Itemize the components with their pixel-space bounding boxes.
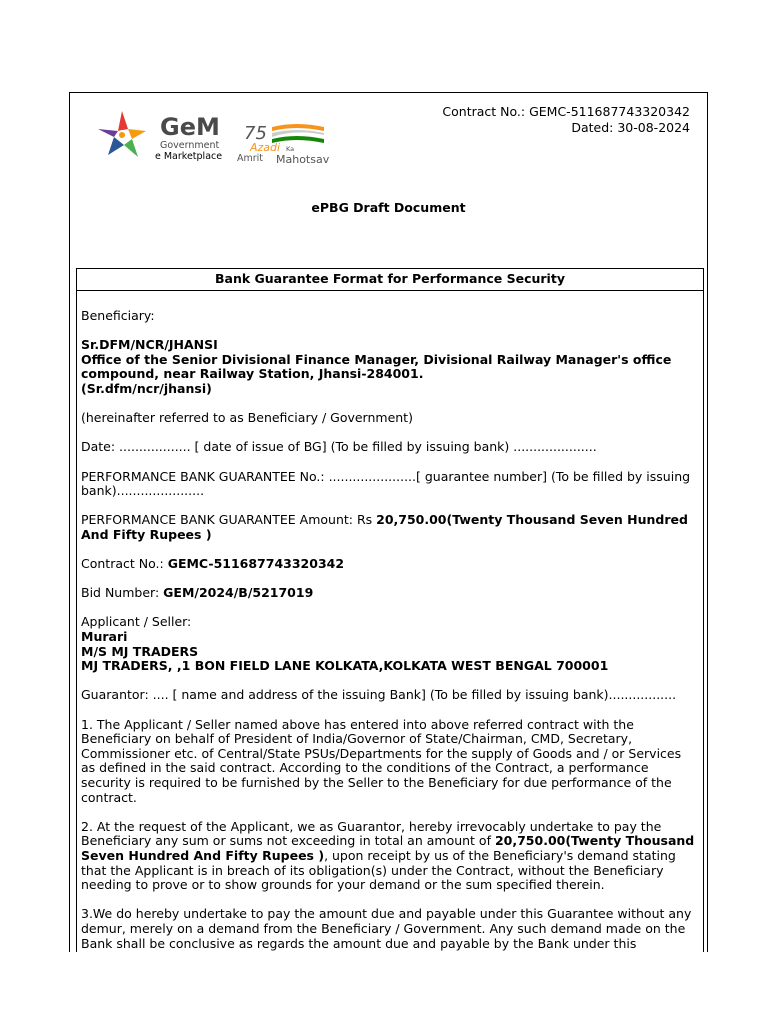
document-title: ePBG Draft Document [311,200,466,215]
azadi-number: 75 [244,123,267,144]
flag-saffron-icon [272,124,324,131]
pbg-amount-value: 20,750.00(Twenty Thousand Seven Hundred And Fifty Rupees ) [81,512,688,542]
azadi-amrit: Amrit [237,153,264,164]
azadi-logo [236,119,352,165]
applicant-name: Murari [81,629,128,645]
contract-value: GEMC-511687743320342 [167,556,345,572]
clause-3: 3.We do hereby undertake to pay the amount due and payable under this Guarantee without any demur, merely on a demand from the Beneficiary / Government. Any such demand made on the Bank shall be conclusive as regards the amount due and payable by the Bank under this [81,906,692,951]
applicant-label: Applicant / Seller: [81,614,192,630]
beneficiary-name: Sr.DFM/NCR/JHANSI [81,337,218,353]
beneficiary-code: (Sr.dfm/ncr/jhansi) [81,380,212,396]
bid-value: GEM/2024/B/5217019 [163,585,314,601]
contract-number: Contract No.: GEMC-511687743320342 [442,104,690,119]
document-page [69,92,708,952]
clause-1: 1. The Applicant / Seller named above has entered into above referred contract with the Beneficiary on behalf of President of India/Governor of State/Chairman, CMD, Secretary, Commissioner etc. of Central/State PSUs/Departments for the supply of Goods and / or Services as defined in the said contract. According to the conditions of the Contract, a performance security is required to be furnished by the Seller to the Beneficiary for due performance of the contract. [81,716,682,805]
azadi-mahotsav: Mahotsav [276,153,330,165]
clause-2-part2: , upon receipt by us of the Beneficiary's demand stating that the Applicant is in breach of its obligation(s) under the Contract, without the Beneficiary needing to prove or to show grounds for your demand or the sum specified therein. [81,847,676,893]
gem-logo [92,105,232,165]
beneficiary-label: Beneficiary: [81,308,155,323]
gem-logo-line1: Government [160,140,220,151]
contract-date: Dated: 30-08-2024 [571,120,690,135]
bank-guarantee-section [76,268,704,952]
section-title: Bank Guarantee Format for Performance Security [77,269,703,291]
applicant-firm: M/S MJ TRADERS [81,643,199,659]
azadi-ka: Ka [286,145,295,153]
guarantee-content [77,291,703,951]
gem-logo-line2: e Marketplace [155,151,223,162]
bid-label: Bid Number: [81,585,164,601]
pbg-amount-label: PERFORMANCE BANK GUARANTEE Amount: Rs [81,512,377,528]
guarantor-line: Guarantor: .... [ name and address of the issuing Bank] (To be filled by issuing bank)................. [81,687,677,703]
clause-2-amount: 20,750.00(Twenty Thousand Seven Hundred And Fifty Rupees ) [81,833,695,863]
azadi-word: Azadi [250,141,281,154]
gem-logo-title: GeM [160,113,220,141]
date-line: Date: .................. [ date of issue of BG] (To be filled by issuing bank) ..................... [81,439,597,455]
contract-header [442,104,690,136]
beneficiary-office: Office of the Senior Divisional Finance Manager, Divisional Railway Manager's office compound, near Railway Station, Jhansi-284001. [81,351,672,382]
applicant-address: MJ TRADERS, ,1 BON FIELD LANE KOLKATA,KOLKATA WEST BENGAL 700001 [81,658,609,674]
gem-star-icon [98,111,146,157]
beneficiary-referred: (hereinafter referred to as Beneficiary / Government) [81,410,413,426]
contract-label: Contract No.: [81,556,168,572]
pbg-number: PERFORMANCE BANK GUARANTEE No.: ......................[ guarantee number] (To be filled by issuing bank)...................... [81,468,691,499]
clause-2-part1: 2. At the request of the Applicant, we as Guarantor, hereby irrevocably undertake to pay the Beneficiary any sum or sums not exceeding in total an amount of [81,818,662,849]
